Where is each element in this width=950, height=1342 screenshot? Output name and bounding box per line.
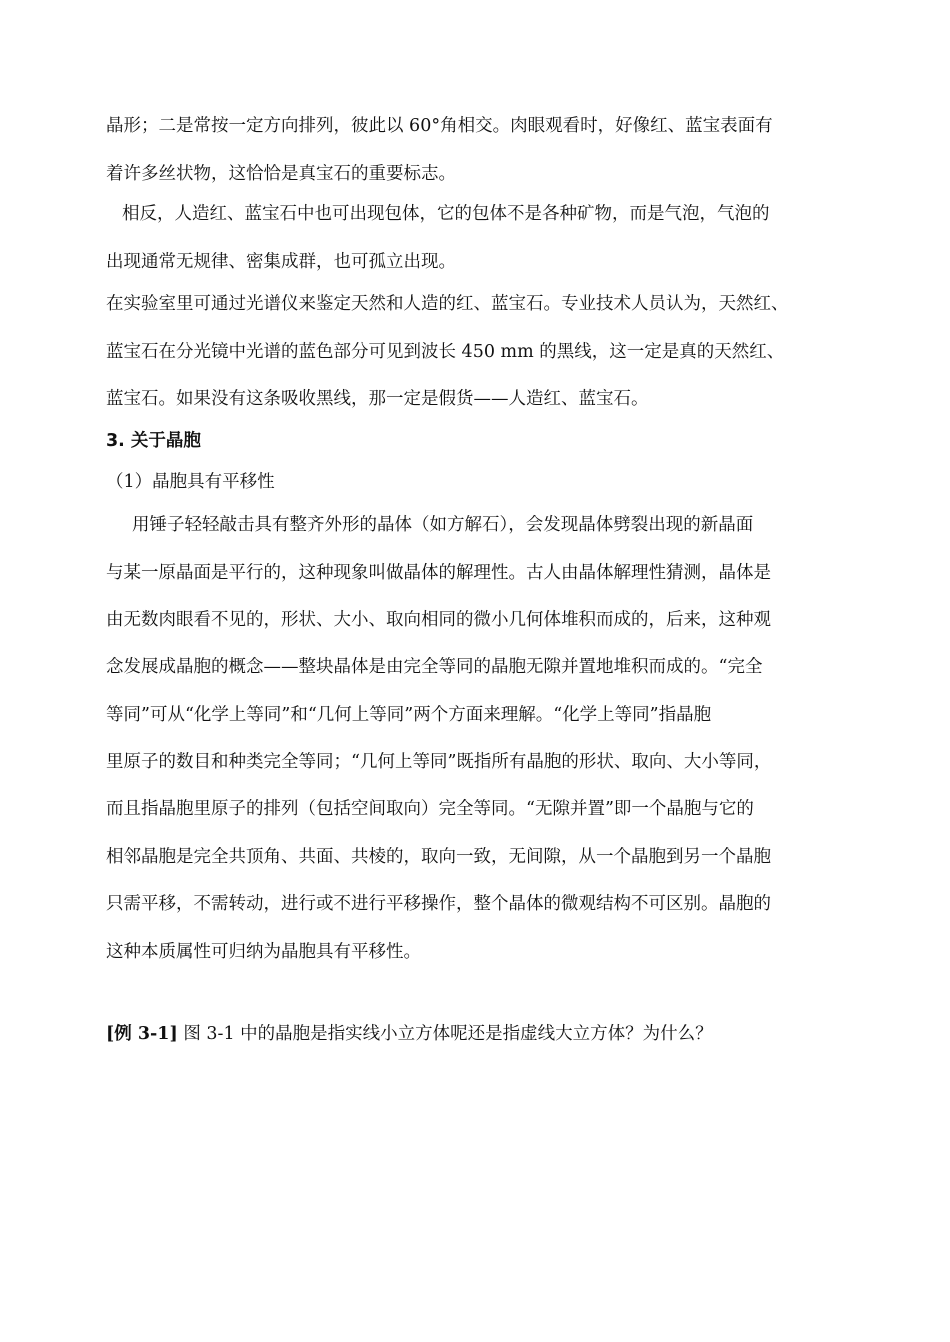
text-line: 蓝宝石在分光镜中光谱的蓝色部分可见到波长 450 mm 的黑线，这一定是真的天然红、 [106,342,785,362]
section-heading: 3. 关于晶胞 [106,431,201,451]
paragraph-line: 念发展成晶胞的概念——整块晶体是由完全等同的晶胞无隙并置地堆积而成的。“完全 [106,657,763,677]
paragraph-line: 相邻晶胞是完全共顶角、共面、共棱的，取向一致，无间隙，从一个晶胞到另一个晶胞 [106,847,771,867]
text-line: 相反，人造红、蓝宝石中也可出现包体，它的包体不是各种矿物，而是气泡，气泡的 [122,204,770,224]
subsection-heading: （1）晶胞具有平移性 [106,472,275,492]
paragraph-line: 只需平移，不需转动，进行或不进行平移操作，整个晶体的微观结构不可区别。晶胞的 [106,894,771,914]
paragraph-line: 由无数肉眼看不见的，形状、大小、取向相同的微小几何体堆积而成的，后来，这种观 [106,610,771,630]
text-line: 晶形；二是常按一定方向排列，彼此以 60°角相交。肉眼观看时，好像红、蓝宝表面有 [106,116,773,136]
example-text: 图 3-1 中的晶胞是指实线小立方体呢还是指虚线大立方体？为什么？ [177,1024,713,1044]
text-line: 在实验室里可通过光谱仪来鉴定天然和人造的红、蓝宝石。专业技术人员认为，天然红、 [106,294,789,314]
paragraph-line: 里原子的数目和种类完全等同；“几何上等同”既指所有晶胞的形状、取向、大小等同， [106,752,772,772]
text-line: 蓝宝石。如果没有这条吸收黑线，那一定是假货——人造红、蓝宝石。 [106,389,649,409]
text-line: 着许多丝状物，这恰恰是真宝石的重要标志。 [106,164,456,184]
paragraph-line: 与某一原晶面是平行的，这种现象叫做晶体的解理性。古人由晶体解理性猜测，晶体是 [106,563,771,583]
paragraph-line: 用锤子轻轻敲击具有整齐外形的晶体（如方解石），会发现晶体劈裂出现的新晶面 [132,515,754,535]
example-label: [例 3-1] [106,1024,178,1044]
example-question [106,1022,713,1046]
paragraph-line: 等同”可从“化学上等同”和“几何上等同”两个方面来理解。“化学上等同”指晶胞 [106,705,712,725]
text-line: 出现通常无规律、密集成群，也可孤立出现。 [106,252,456,272]
paragraph-line: 这种本质属性可归纳为晶胞具有平移性。 [106,942,421,962]
paragraph-line: 而且指晶胞里原子的排列（包括空间取向）完全等同。“无隙并置”即一个晶胞与它的 [106,799,754,819]
